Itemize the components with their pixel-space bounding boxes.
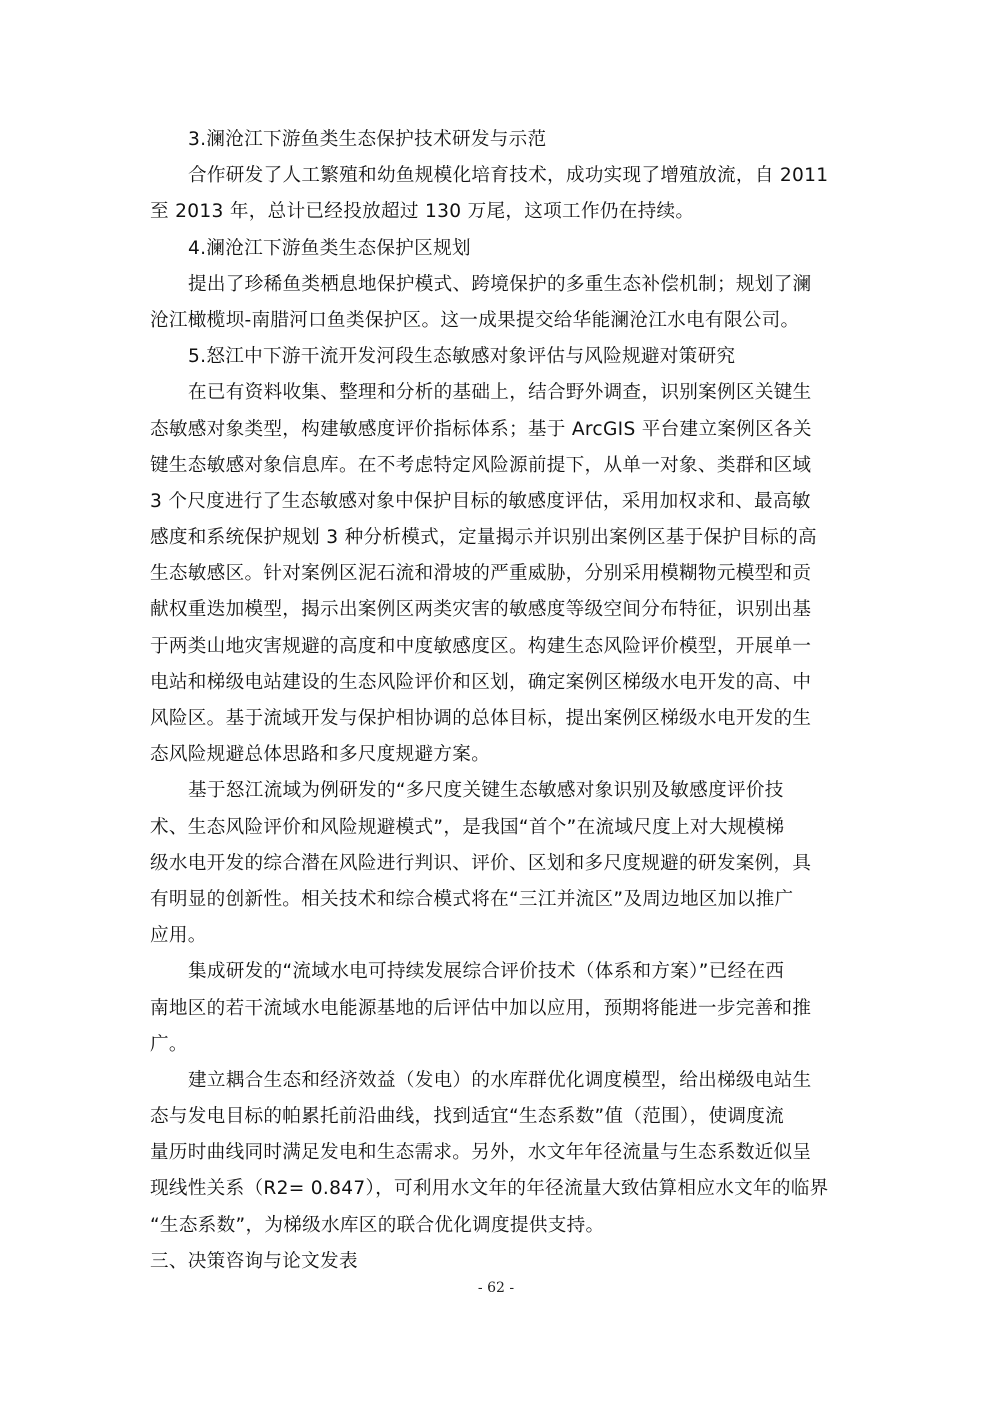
subheading-5: 5.怒江中下游干流开发河段生态敏感对象评估与风险规避对策研究 [188, 346, 736, 368]
paragraph-line: 广。 [150, 1033, 188, 1055]
paragraph-line: 有明显的创新性。相关技术和综合模式将在“三江并流区”及周边地区加以推广 [150, 888, 794, 910]
paragraph-line: 生态敏感区。针对案例区泥石流和滑坡的严重威胁，分别采用模糊物元模型和贡 [150, 563, 812, 585]
paragraph-line: 键生态敏感对象信息库。在不考虑特定风险源前提下，从单一对象、类群和区域 [150, 454, 812, 476]
paragraph-line: 集成研发的“流域水电可持续发展综合评价技术（体系和方案）”已经在西 [188, 961, 785, 983]
paragraph-line: 电站和梯级电站建设的生态风险评价和区划，确定案例区梯级水电开发的高、中 [150, 671, 812, 693]
paragraph-line: 术、生态风险评价和风险规避模式”，是我国“首个”在流域尺度上对大规模梯 [150, 816, 785, 838]
paragraph-line: 基于怒江流域为例研发的“多尺度关键生态敏感对象识别及敏感度评价技 [188, 780, 784, 802]
paragraph-line: 提出了珍稀鱼类栖息地保护模式、跨境保护的多重生态补偿机制；规划了澜 [188, 273, 812, 295]
paragraph-line: 量历时曲线同时满足发电和生态需求。另外，水文年年径流量与生态系数近似呈 [150, 1142, 812, 1164]
paragraph-line: 风险区。基于流域开发与保护相协调的总体目标，提出案例区梯级水电开发的生 [150, 708, 812, 729]
paragraph-line: “生态系数”，为梯级水库区的联合优化调度提供支持。 [150, 1214, 605, 1236]
paragraph-line: 在已有资料收集、整理和分析的基础上，结合野外调查，识别案例区关键生 [188, 382, 812, 404]
paragraph-line: 至 2013 年，总计已经投放超过 130 万尾，这项工作仍在持续。 [150, 201, 695, 223]
paragraph-line: 现线性关系（R2= 0.847），可利用水文年的年径流量大致估算相应水文年的临界 [150, 1178, 829, 1200]
paragraph-line: 态风险规避总体思路和多尺度规避方案。 [150, 744, 491, 766]
paragraph-line: 态敏感对象类型，构建敏感度评价指标体系；基于 ArcGIS 平台建立案例区各关 [150, 418, 812, 440]
subheading-4: 4.澜沧江下游鱼类生态保护区规划 [188, 237, 471, 259]
paragraph-line: 于两类山地灾害规避的高度和中度敏感度区。构建生态风险评价模型，开展单一 [150, 635, 812, 657]
paragraph-line: 沧江橄榄坝-南腊河口鱼类保护区。这一成果提交给华能澜沧江水电有限公司。 [150, 309, 800, 331]
paragraph-line: 级水电开发的综合潜在风险进行判识、评价、区划和多尺度规避的研发案例，具 [150, 852, 812, 874]
paragraph-line: 应用。 [150, 925, 207, 947]
paragraph-line: 感度和系统保护规划 3 种分析模式，定量揭示并识别出案例区基于保护目标的高 [150, 527, 817, 549]
paragraph-line: 献权重迭加模型，揭示出案例区两类灾害的敏感度等级空间分布特征，识别出基 [150, 599, 812, 621]
paragraph-line: 建立耦合生态和经济效益（发电）的水库群优化调度模型，给出梯级电站生 [188, 1069, 812, 1091]
page-number: - 62 - [477, 1280, 515, 1296]
section-heading: 三、决策咨询与论文发表 [150, 1250, 358, 1272]
paragraph-line: 南地区的若干流域水电能源基地的后评估中加以应用，预期将能进一步完善和推 [150, 997, 812, 1019]
subheading-3: 3.澜沧江下游鱼类生态保护技术研发与示范 [188, 129, 547, 150]
document-body [150, 122, 842, 1280]
paragraph-line: 态与发电目标的帕累托前沿曲线，找到适宜“生态系数”值（范围），使调度流 [150, 1106, 785, 1128]
paragraph-line: 3 个尺度进行了生态敏感对象中保护目标的敏感度评估，采用加权求和、最高敏 [150, 490, 811, 512]
paragraph-line: 合作研发了人工繁殖和幼鱼规模化培育技术，成功实现了增殖放流，自 2011 [188, 165, 829, 187]
